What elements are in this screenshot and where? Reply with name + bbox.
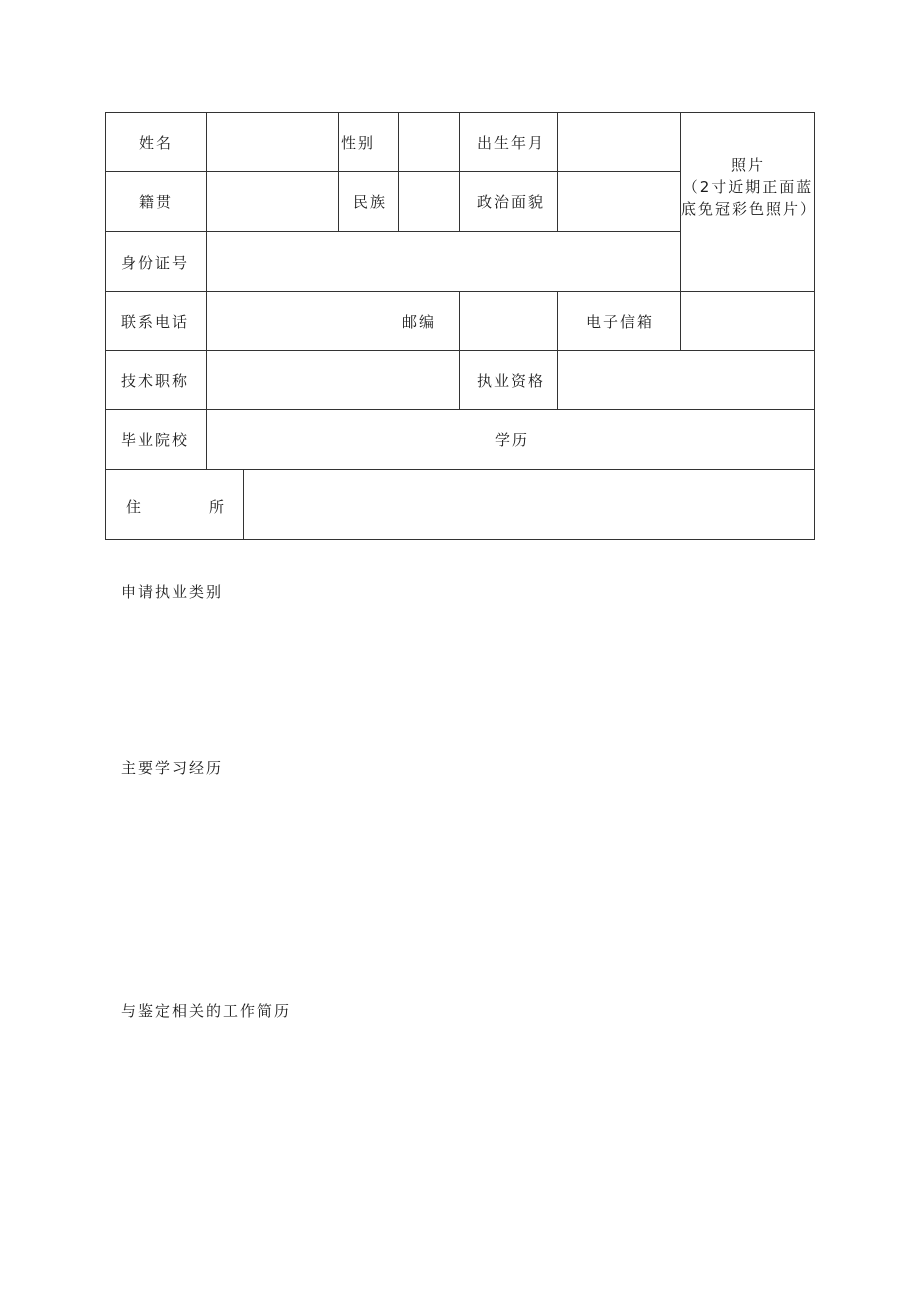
study-section-title: 主要学习经历 bbox=[121, 759, 224, 777]
native-place-label-cell bbox=[105, 172, 207, 232]
postcode-label: 邮编 bbox=[402, 313, 437, 331]
birth-label-cell bbox=[460, 112, 558, 172]
photo-title: 照片 bbox=[730, 156, 765, 174]
category-section-title: 申请执业类别 bbox=[121, 583, 224, 601]
qualification-field[interactable] bbox=[558, 351, 815, 410]
native-place-field[interactable] bbox=[207, 172, 339, 232]
application-form-table bbox=[105, 112, 818, 540]
id-number-label: 身份证号 bbox=[121, 254, 190, 272]
title-field[interactable] bbox=[207, 351, 460, 410]
phone-label-cell bbox=[105, 292, 207, 351]
name-label-cell bbox=[105, 112, 207, 172]
school-label: 毕业院校 bbox=[121, 431, 190, 449]
email-label-cell bbox=[558, 292, 681, 351]
address-label-cell bbox=[105, 470, 244, 540]
qualification-label-cell bbox=[460, 351, 558, 410]
political-status-label: 政治面貌 bbox=[477, 193, 546, 211]
email-field[interactable] bbox=[681, 292, 815, 351]
id-number-field[interactable] bbox=[207, 232, 681, 292]
qualification-label: 执业资格 bbox=[477, 372, 546, 390]
address-label-right: 所 bbox=[209, 498, 227, 516]
address-label-left: 住 bbox=[126, 498, 144, 516]
native-place-label: 籍贯 bbox=[139, 193, 174, 211]
title-label: 技术职称 bbox=[121, 372, 190, 390]
political-status-label-cell bbox=[460, 172, 558, 232]
school-field[interactable] bbox=[207, 410, 815, 470]
ethnicity-field[interactable] bbox=[399, 172, 460, 232]
work-section-title: 与鉴定相关的工作简历 bbox=[121, 1002, 292, 1020]
name-label: 姓名 bbox=[139, 134, 174, 152]
photo-placeholder bbox=[681, 154, 818, 220]
ethnicity-label-cell bbox=[339, 172, 399, 232]
education-label: 学历 bbox=[495, 431, 530, 449]
gender-label-cell bbox=[339, 112, 399, 172]
title-label-cell bbox=[105, 351, 207, 410]
birth-label: 出生年月 bbox=[477, 134, 546, 152]
address-field[interactable] bbox=[244, 470, 815, 540]
gender-field[interactable] bbox=[399, 112, 460, 172]
email-label: 电子信箱 bbox=[586, 313, 655, 331]
gender-label: 性别 bbox=[341, 134, 376, 152]
birth-field[interactable] bbox=[558, 112, 681, 172]
ethnicity-label: 民族 bbox=[353, 193, 388, 211]
id-number-label-cell bbox=[105, 232, 207, 292]
postcode-field[interactable] bbox=[460, 292, 558, 351]
name-field[interactable] bbox=[207, 112, 339, 172]
photo-cell[interactable] bbox=[681, 112, 818, 292]
political-status-field[interactable] bbox=[558, 172, 681, 232]
phone-label: 联系电话 bbox=[121, 313, 190, 331]
school-label-cell bbox=[105, 410, 207, 470]
photo-note: （2寸近期正面蓝底免冠彩色照片） bbox=[681, 178, 818, 218]
phone-field[interactable] bbox=[207, 292, 460, 351]
